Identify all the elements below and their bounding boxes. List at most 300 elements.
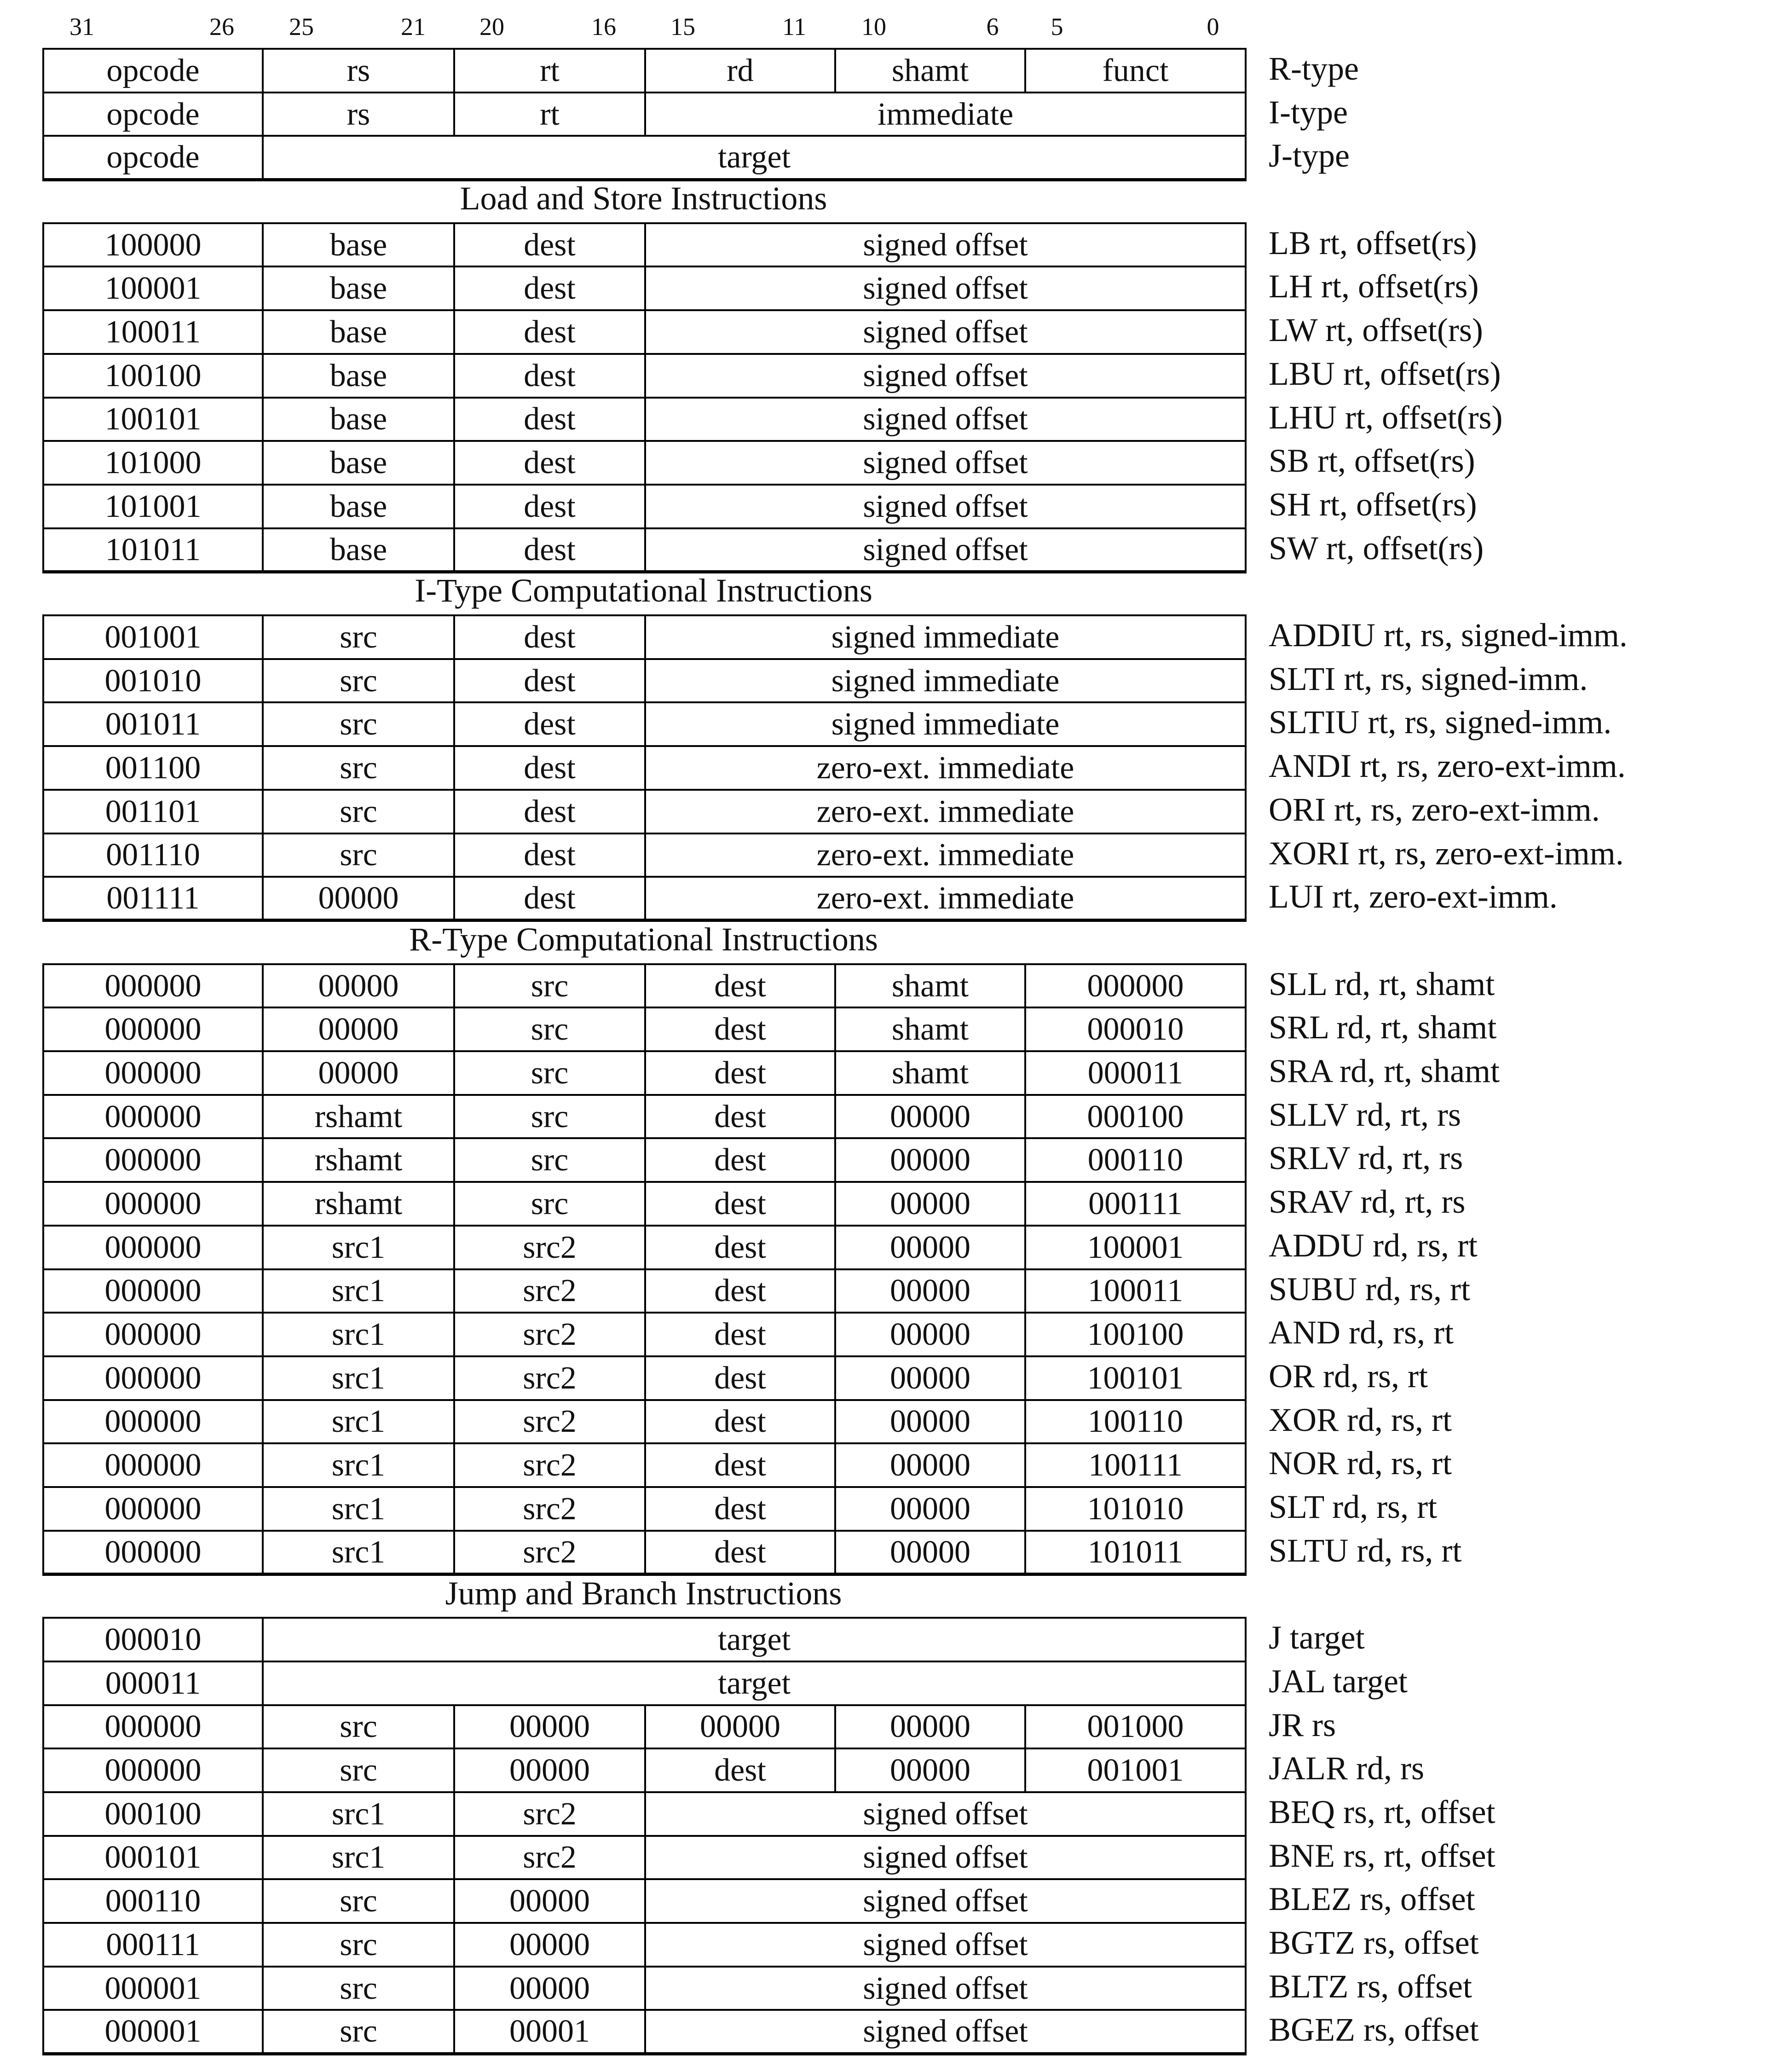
instruction-mnemonic: J target	[1269, 1619, 1365, 1656]
instruction-mnemonic: SLTI rt, rs, signed-imm.	[1269, 660, 1588, 697]
field-cell: src	[454, 1138, 645, 1182]
field-cell: 00000	[835, 1748, 1025, 1792]
table-row	[43, 702, 1246, 746]
instruction-mnemonic: J-type	[1269, 137, 1350, 174]
field-cell: shamt	[835, 49, 1025, 93]
field-cell: zero-ext. immediate	[645, 833, 1246, 877]
field-cell: dest	[454, 223, 645, 267]
instruction-mnemonic: SUBU rd, rs, rt	[1269, 1270, 1471, 1308]
bit-number: 26	[209, 13, 234, 41]
section-title: Load and Store Instructions	[460, 180, 827, 217]
field-cell: src1	[263, 1487, 454, 1531]
field-cell: base	[263, 223, 454, 267]
bit-number: 6	[986, 13, 999, 41]
field-cell: 001000	[1025, 1705, 1246, 1749]
field-cell: src2	[454, 1269, 645, 1313]
field-cell: dest	[454, 615, 645, 659]
instruction-mnemonic: SLT rd, rs, rt	[1269, 1488, 1438, 1525]
table-row	[43, 1443, 1246, 1487]
instruction-mnemonic: NOR rd, rs, rt	[1269, 1445, 1452, 1482]
field-cell: signed offset	[645, 354, 1246, 398]
field-cell: 101010	[1025, 1487, 1246, 1531]
instruction-mnemonic: SRL rd, rt, shamt	[1269, 1009, 1497, 1046]
field-cell: dest	[645, 1269, 835, 1313]
instruction-mnemonic: JAL target	[1269, 1662, 1408, 1700]
field-cell: 000000	[43, 1705, 263, 1749]
instruction-mnemonic: SB rt, offset(rs)	[1269, 442, 1475, 480]
section-title: Jump and Branch Instructions	[445, 1574, 842, 1612]
field-cell: 000000	[43, 964, 263, 1008]
field-cell: dest	[454, 485, 645, 528]
field-cell: src	[263, 702, 454, 746]
instruction-mnemonic: SLTU rd, rs, rt	[1269, 1532, 1462, 1569]
field-cell: signed offset	[645, 223, 1246, 267]
field-cell: src	[454, 1051, 645, 1095]
field-cell: 101000	[43, 441, 263, 485]
section-1-table	[42, 614, 1247, 922]
table-row	[43, 964, 1246, 1008]
field-cell: signed offset	[645, 528, 1246, 572]
field-cell: 100001	[1025, 1226, 1246, 1269]
field-cell: 100000	[43, 223, 263, 267]
instruction-mnemonic: BLEZ rs, offset	[1269, 1881, 1475, 1918]
field-cell: src1	[263, 1313, 454, 1356]
field-cell: base	[263, 441, 454, 485]
field-cell: signed offset	[645, 1836, 1246, 1880]
field-cell: src1	[263, 1226, 454, 1269]
field-cell: src	[263, 790, 454, 833]
table-row	[43, 833, 1246, 877]
field-cell: 001001	[43, 615, 263, 659]
field-cell: dest	[645, 1313, 835, 1356]
bit-number: 0	[1207, 13, 1219, 41]
section-title: I-Type Computational Instructions	[415, 572, 872, 609]
instruction-mnemonic: LW rt, offset(rs)	[1269, 312, 1483, 349]
field-cell: 00001	[454, 2010, 645, 2054]
instruction-mnemonic: LBU rt, offset(rs)	[1269, 355, 1501, 392]
field-cell: 000101	[43, 1836, 263, 1880]
field-cell: src	[263, 1748, 454, 1792]
field-cell: 100101	[43, 398, 263, 441]
field-cell: rshamt	[263, 1182, 454, 1226]
field-cell: base	[263, 485, 454, 528]
section-3-table	[42, 1617, 1247, 2055]
instruction-mnemonic: BLTZ rs, offset	[1269, 1968, 1472, 2005]
table-row	[43, 1226, 1246, 1269]
field-cell: opcode	[43, 49, 263, 93]
field-cell: signed offset	[645, 1923, 1246, 1967]
table-row	[43, 441, 1246, 485]
field-cell: 00000	[454, 1748, 645, 1792]
instruction-mnemonic: SW rt, offset(rs)	[1269, 529, 1484, 567]
field-cell: dest	[645, 1487, 835, 1531]
table-row	[43, 49, 1246, 93]
instruction-mnemonic: LH rt, offset(rs)	[1269, 268, 1479, 305]
field-cell: dest	[645, 1051, 835, 1095]
table-row	[43, 1661, 1246, 1705]
field-cell: signed immediate	[645, 615, 1246, 659]
field-cell: dest	[454, 528, 645, 572]
field-cell: dest	[454, 746, 645, 790]
field-cell: src2	[454, 1226, 645, 1269]
table-row	[43, 877, 1246, 920]
field-cell: signed offset	[645, 485, 1246, 528]
bit-number: 10	[861, 13, 886, 41]
table-row	[43, 1967, 1246, 2010]
field-cell: 00000	[263, 877, 454, 920]
table-row	[43, 1487, 1246, 1531]
field-cell: 001110	[43, 833, 263, 877]
table-row	[43, 1138, 1246, 1182]
table-row	[43, 1879, 1246, 1923]
field-cell: target	[263, 136, 1246, 179]
instruction-mnemonic: ORI rt, rs, zero-ext-imm.	[1269, 791, 1600, 828]
instruction-mnemonic: SLL rd, rt, shamt	[1269, 965, 1495, 1002]
instruction-mnemonic: LUI rt, zero-ext-imm.	[1269, 878, 1558, 915]
instruction-formats-table	[42, 48, 1247, 181]
instruction-mnemonic: LHU rt, offset(rs)	[1269, 399, 1503, 436]
field-cell: base	[263, 528, 454, 572]
section-2-mnemonics	[1269, 962, 1766, 1573]
field-cell: 000010	[43, 1618, 263, 1661]
field-cell: target	[263, 1618, 1246, 1661]
field-cell: src	[263, 746, 454, 790]
field-cell: signed offset	[645, 398, 1246, 441]
field-cell: src	[263, 659, 454, 703]
field-cell: 000000	[43, 1443, 263, 1487]
bit-number: 11	[782, 13, 806, 41]
table-row	[43, 266, 1246, 310]
field-cell: opcode	[43, 93, 263, 136]
instruction-mnemonic: SRA rd, rt, shamt	[1269, 1053, 1500, 1090]
field-cell: dest	[454, 441, 645, 485]
instruction-mnemonic: SLLV rd, rt, rs	[1269, 1096, 1461, 1133]
field-cell: src2	[454, 1356, 645, 1400]
field-cell: shamt	[835, 964, 1025, 1008]
field-cell: 00000	[645, 1705, 835, 1749]
instruction-mnemonic: LB rt, offset(rs)	[1269, 224, 1477, 261]
field-cell: dest	[454, 833, 645, 877]
field-cell: src2	[454, 1400, 645, 1444]
field-cell: src	[263, 615, 454, 659]
bit-number: 5	[1051, 13, 1063, 41]
field-cell: src2	[454, 1313, 645, 1356]
field-cell: 000000	[1025, 964, 1246, 1008]
field-cell: dest	[645, 1182, 835, 1226]
field-cell: 00000	[454, 1705, 645, 1749]
section-1-mnemonics	[1269, 613, 1766, 919]
section-0-mnemonics	[1269, 221, 1766, 570]
field-cell: dest	[645, 1531, 835, 1574]
field-cell: dest	[454, 702, 645, 746]
field-cell: src	[454, 1007, 645, 1051]
field-cell: 00000	[263, 1007, 454, 1051]
field-cell: 100011	[1025, 1269, 1246, 1313]
field-cell: signed offset	[645, 1967, 1246, 2010]
field-cell: signed offset	[645, 1792, 1246, 1836]
field-cell: base	[263, 354, 454, 398]
field-cell: 001011	[43, 702, 263, 746]
instruction-mnemonic: JR rs	[1269, 1706, 1336, 1743]
field-cell: base	[263, 266, 454, 310]
field-cell: 000000	[43, 1313, 263, 1356]
field-cell: zero-ext. immediate	[645, 790, 1246, 833]
table-row	[43, 223, 1246, 267]
field-cell: dest	[454, 354, 645, 398]
instruction-mnemonic: SRLV rd, rt, rs	[1269, 1140, 1463, 1177]
field-cell: 100110	[1025, 1400, 1246, 1444]
table-row	[43, 1095, 1246, 1139]
field-cell: src	[454, 964, 645, 1008]
field-cell: 000000	[43, 1051, 263, 1095]
field-cell: 101011	[1025, 1531, 1246, 1574]
field-cell: dest	[645, 1226, 835, 1269]
section-title: R-Type Computational Instructions	[409, 921, 878, 958]
table-row	[43, 1051, 1246, 1095]
field-cell: rs	[263, 49, 454, 93]
field-cell: 000100	[43, 1792, 263, 1836]
field-cell: 100111	[1025, 1443, 1246, 1487]
field-cell: signed immediate	[645, 659, 1246, 703]
field-cell: 000000	[43, 1007, 263, 1051]
field-cell: 100101	[1025, 1356, 1246, 1400]
field-cell: 00000	[835, 1269, 1025, 1313]
field-cell: zero-ext. immediate	[645, 746, 1246, 790]
field-cell: rshamt	[263, 1138, 454, 1182]
field-cell: dest	[645, 964, 835, 1008]
field-cell: 001111	[43, 877, 263, 920]
table-row	[43, 615, 1246, 659]
field-cell: dest	[645, 1095, 835, 1139]
table-row	[43, 1400, 1246, 1444]
table-row	[43, 1748, 1246, 1792]
instruction-mnemonic: ADDIU rt, rs, signed-imm.	[1269, 617, 1628, 654]
field-cell: 000000	[43, 1356, 263, 1400]
field-cell: src	[263, 1879, 454, 1923]
field-cell: 00000	[835, 1182, 1025, 1226]
field-cell: dest	[645, 1748, 835, 1792]
field-cell: src	[263, 1705, 454, 1749]
field-cell: rd	[645, 49, 835, 93]
field-cell: 00000	[835, 1095, 1025, 1139]
field-cell: 00000	[454, 1923, 645, 1967]
instruction-mnemonic: XOR rd, rs, rt	[1269, 1401, 1452, 1438]
field-cell: 001010	[43, 659, 263, 703]
field-cell: rs	[263, 93, 454, 136]
field-cell: 000010	[1025, 1007, 1246, 1051]
field-cell: dest	[454, 790, 645, 833]
field-cell: dest	[645, 1007, 835, 1051]
field-cell: 000000	[43, 1269, 263, 1313]
table-row	[43, 1182, 1246, 1226]
field-cell: 00000	[835, 1313, 1025, 1356]
field-cell: base	[263, 398, 454, 441]
table-row	[43, 485, 1246, 528]
field-cell: 101011	[43, 528, 263, 572]
table-row	[43, 528, 1246, 572]
table-row	[43, 398, 1246, 441]
instruction-formats-mnemonics	[1269, 47, 1766, 178]
instruction-mnemonic: ADDU rd, rs, rt	[1269, 1227, 1478, 1264]
field-cell: 000111	[1025, 1182, 1246, 1226]
field-cell: 000000	[43, 1226, 263, 1269]
field-cell: src	[263, 1967, 454, 2010]
field-cell: signed offset	[645, 2010, 1246, 2054]
field-cell: 00000	[835, 1138, 1025, 1182]
field-cell: 000110	[43, 1879, 263, 1923]
field-cell: dest	[454, 659, 645, 703]
instruction-mnemonic: SLTIU rt, rs, signed-imm.	[1269, 704, 1612, 741]
table-row	[43, 136, 1246, 179]
field-cell: src2	[454, 1531, 645, 1574]
field-cell: 00000	[835, 1400, 1025, 1444]
field-cell: 00000	[454, 1879, 645, 1923]
field-cell: 000000	[43, 1138, 263, 1182]
field-cell: src1	[263, 1531, 454, 1574]
table-row	[43, 1356, 1246, 1400]
instruction-mnemonic: XORI rt, rs, zero-ext-imm.	[1269, 834, 1624, 872]
field-cell: dest	[454, 398, 645, 441]
field-cell: signed offset	[645, 441, 1246, 485]
instruction-mnemonic: AND rd, rs, rt	[1269, 1314, 1454, 1351]
field-cell: funct	[1025, 49, 1246, 93]
field-cell: shamt	[835, 1051, 1025, 1095]
field-cell: rt	[454, 93, 645, 136]
table-row	[43, 93, 1246, 136]
field-cell: 000000	[43, 1748, 263, 1792]
instruction-mnemonic: SH rt, offset(rs)	[1269, 486, 1477, 523]
field-cell: 100100	[43, 354, 263, 398]
table-row	[43, 1269, 1246, 1313]
field-cell: 000000	[43, 1095, 263, 1139]
field-cell: base	[263, 310, 454, 354]
field-cell: src	[263, 1923, 454, 1967]
field-cell: src	[454, 1182, 645, 1226]
field-cell: 101001	[43, 485, 263, 528]
field-cell: 00000	[835, 1705, 1025, 1749]
field-cell: 000000	[43, 1531, 263, 1574]
field-cell: dest	[645, 1356, 835, 1400]
field-cell: 00000	[835, 1531, 1025, 1574]
table-row	[43, 354, 1246, 398]
field-cell: 000000	[43, 1487, 263, 1531]
table-row	[43, 1705, 1246, 1749]
section-2-table	[42, 963, 1247, 1576]
field-cell: dest	[645, 1138, 835, 1182]
field-cell: 00000	[454, 1967, 645, 2010]
field-cell: 000001	[43, 2010, 263, 2054]
field-cell: 000000	[43, 1400, 263, 1444]
field-cell: 000100	[1025, 1095, 1246, 1139]
field-cell: src2	[454, 1443, 645, 1487]
instruction-mnemonic: BEQ rs, rt, offset	[1269, 1793, 1496, 1830]
field-cell: dest	[645, 1443, 835, 1487]
field-cell: 000011	[1025, 1051, 1246, 1095]
field-cell: 100100	[1025, 1313, 1246, 1356]
field-cell: dest	[645, 1400, 835, 1444]
field-cell: 00000	[263, 964, 454, 1008]
bit-number: 15	[670, 13, 695, 41]
field-cell: 000110	[1025, 1138, 1246, 1182]
field-cell: 001100	[43, 746, 263, 790]
field-cell: src1	[263, 1269, 454, 1313]
field-cell: immediate	[645, 93, 1246, 136]
field-cell: signed immediate	[645, 702, 1246, 746]
field-cell: src1	[263, 1400, 454, 1444]
table-row	[43, 746, 1246, 790]
field-cell: zero-ext. immediate	[645, 877, 1246, 920]
field-cell: 001001	[1025, 1748, 1246, 1792]
field-cell: 000111	[43, 1923, 263, 1967]
instruction-mnemonic: R-type	[1269, 50, 1359, 87]
table-row	[43, 2010, 1246, 2054]
field-cell: target	[263, 1661, 1246, 1705]
table-row	[43, 1313, 1246, 1356]
field-cell: src1	[263, 1792, 454, 1836]
field-cell: 00000	[835, 1226, 1025, 1269]
field-cell: rshamt	[263, 1095, 454, 1139]
field-cell: src2	[454, 1487, 645, 1531]
field-cell: 00000	[835, 1356, 1025, 1400]
field-cell: src1	[263, 1443, 454, 1487]
field-cell: src2	[454, 1792, 645, 1836]
field-cell: src1	[263, 1356, 454, 1400]
field-cell: 100001	[43, 266, 263, 310]
table-row	[43, 1836, 1246, 1880]
table-row	[43, 1923, 1246, 1967]
field-cell: src	[263, 833, 454, 877]
field-cell: signed offset	[645, 310, 1246, 354]
table-row	[43, 790, 1246, 833]
bit-number: 25	[289, 13, 314, 41]
table-row	[43, 1792, 1246, 1836]
field-cell: 001101	[43, 790, 263, 833]
field-cell: 00000	[263, 1051, 454, 1095]
table-row	[43, 1618, 1246, 1661]
field-cell: 00000	[835, 1443, 1025, 1487]
field-cell: dest	[454, 266, 645, 310]
bit-number: 16	[591, 13, 616, 41]
bit-number: 21	[401, 13, 426, 41]
bit-position-header	[0, 8, 1288, 45]
instruction-mnemonic: I-type	[1269, 93, 1348, 131]
field-cell: dest	[454, 310, 645, 354]
instruction-mnemonic: SRAV rd, rt, rs	[1269, 1183, 1466, 1221]
table-row	[43, 659, 1246, 703]
instruction-mnemonic: BGEZ rs, offset	[1269, 2011, 1479, 2049]
field-cell: signed offset	[645, 1879, 1246, 1923]
field-cell: opcode	[43, 136, 263, 179]
field-cell: 000011	[43, 1661, 263, 1705]
field-cell: 000001	[43, 1967, 263, 2010]
bit-number: 31	[69, 13, 94, 41]
section-3-mnemonics	[1269, 1616, 1766, 2052]
field-cell: src	[263, 2010, 454, 2054]
field-cell: signed offset	[645, 266, 1246, 310]
table-row	[43, 310, 1246, 354]
field-cell: 00000	[835, 1487, 1025, 1531]
table-row	[43, 1531, 1246, 1574]
table-row	[43, 1007, 1246, 1051]
field-cell: dest	[454, 877, 645, 920]
bit-number: 20	[479, 13, 504, 41]
instruction-mnemonic: ANDI rt, rs, zero-ext-imm.	[1269, 747, 1626, 785]
field-cell: src2	[454, 1836, 645, 1880]
section-0-table	[42, 222, 1247, 573]
instruction-mnemonic: OR rd, rs, rt	[1269, 1357, 1428, 1395]
instruction-mnemonic: BNE rs, rt, offset	[1269, 1837, 1496, 1874]
field-cell: src	[454, 1095, 645, 1139]
